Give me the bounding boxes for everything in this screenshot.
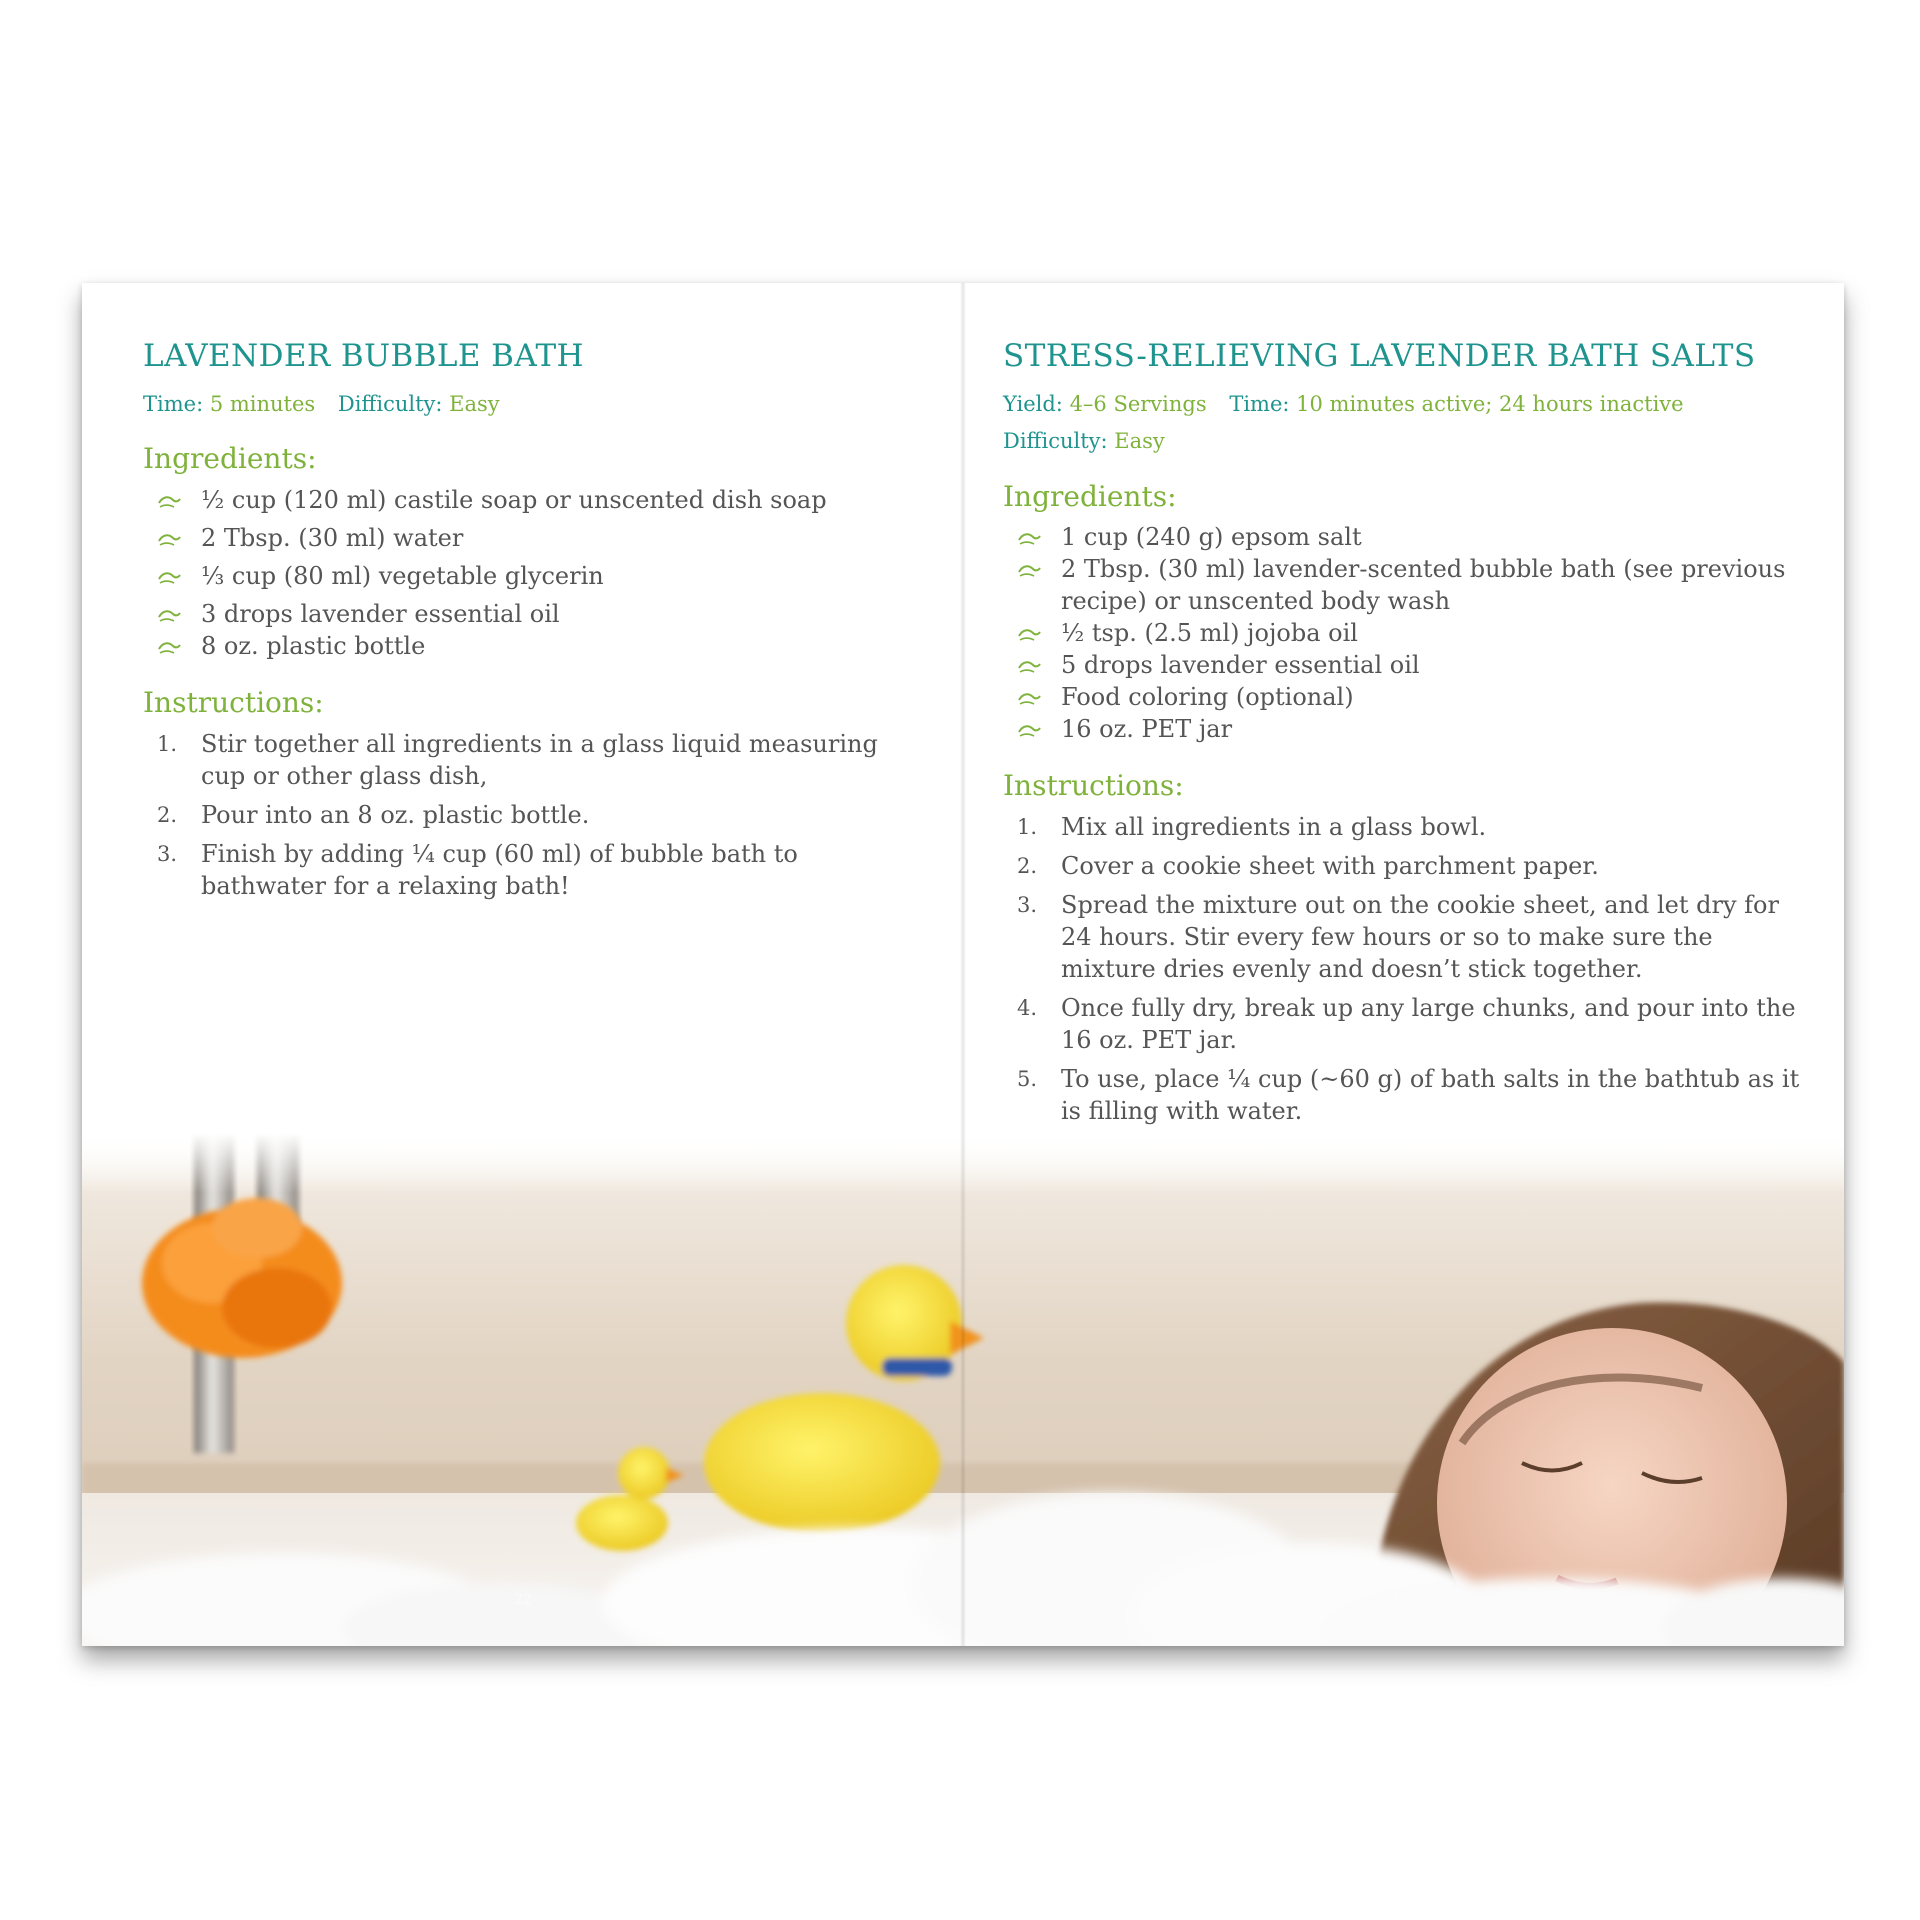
instruction-step: [1003, 992, 1803, 1056]
page-number: 23: [1390, 1592, 1408, 1608]
leaf-swirl-icon: [1017, 655, 1041, 675]
recipe-meta: [1003, 391, 1803, 418]
step-text: To use, place ¼ cup (~60 g) of bath salts in the bathtub as it is filling with water.: [1061, 1064, 1800, 1125]
step-text: Stir together all ingredients in a glass liquid measuring cup or other glass dish,: [201, 729, 878, 790]
ingredient-item: 1 cup (240 g) epsom salt: [1003, 521, 1803, 553]
recipe-title: STRESS-RELIEVING LAVENDER BATH SALTS: [1003, 338, 1756, 374]
instructions-list: [143, 728, 923, 902]
leaf-swirl-icon: [1017, 559, 1041, 579]
ingredient-item: 3 drops lavender essential oil: [143, 598, 923, 630]
time-value: 10 minutes active; 24 hours inactive: [1296, 392, 1684, 417]
instruction-step: [1003, 811, 1803, 843]
ingredient-item: 8 oz. plastic bottle: [143, 630, 923, 662]
instruction-step: [143, 728, 923, 792]
left-recipe: [143, 339, 923, 909]
instruction-step: [1003, 850, 1803, 882]
step-text: Mix all ingredients in a glass bowl.: [1061, 812, 1487, 841]
instructions-heading: Instructions:: [143, 685, 324, 719]
instruction-step: [1003, 889, 1803, 985]
step-number: 4.: [1017, 995, 1038, 1020]
ingredients-heading: Ingredients:: [143, 442, 317, 476]
time-label: Time:: [143, 392, 204, 417]
difficulty-label: Difficulty:: [1003, 429, 1108, 454]
instructions-heading: Instructions:: [1003, 769, 1184, 803]
leaf-swirl-icon: [157, 566, 181, 586]
leaf-swirl-icon: [1017, 527, 1041, 547]
ingredient-item: ⅓ cup (80 ml) vegetable glycerin: [143, 560, 923, 592]
ingredient-item: 16 oz. PET jar: [1003, 713, 1803, 745]
recipe-meta: [143, 391, 923, 418]
step-text: Cover a cookie sheet with parchment paper.: [1061, 851, 1599, 880]
instructions-list: [1003, 811, 1803, 1127]
ingredient-item: Food coloring (optional): [1003, 681, 1803, 713]
step-text: Pour into an 8 oz. plastic bottle.: [201, 800, 590, 829]
step-number: 3.: [1017, 892, 1038, 917]
right-page: [964, 283, 1844, 1646]
difficulty-label: Difficulty:: [337, 392, 443, 417]
step-text: Spread the mixture out on the cookie sheet, and let dry for 24 hours. Stir every few hours or so to make sure the mixture dries evenly and doesn’t stick together.: [1061, 890, 1779, 983]
step-text: Finish by adding ¼ cup (60 ml) of bubble bath to bathwater for a relaxing bath!: [201, 839, 798, 900]
recipe-meta-difficulty: [1003, 428, 1803, 455]
yield-label: Yield:: [1003, 392, 1063, 417]
instruction-step: [143, 838, 923, 902]
leaf-swirl-icon: [1017, 623, 1041, 643]
yield-value: 4–6 Servings: [1069, 392, 1207, 417]
difficulty-value: Easy: [449, 392, 500, 417]
step-number: 3.: [157, 841, 178, 866]
instruction-step: [1003, 1063, 1803, 1127]
ingredients-list: [1003, 521, 1803, 745]
time-label: Time:: [1229, 392, 1290, 417]
step-text: Once fully dry, break up any large chunks, and pour into the 16 oz. PET jar.: [1061, 993, 1796, 1054]
instruction-step: [143, 799, 923, 831]
ingredient-item: ½ cup (120 ml) castile soap or unscented dish soap: [143, 484, 923, 516]
ingredient-item: 5 drops lavender essential oil: [1003, 649, 1803, 681]
leaf-swirl-icon: [1017, 719, 1041, 739]
ingredient-item: ½ tsp. (2.5 ml) jojoba oil: [1003, 617, 1803, 649]
ingredients-heading: Ingredients:: [1003, 479, 1177, 513]
leaf-swirl-icon: [157, 636, 181, 656]
book-spread: [82, 283, 1844, 1646]
difficulty-value: Easy: [1114, 429, 1165, 454]
step-number: 1.: [157, 731, 178, 756]
step-number: 2.: [1017, 853, 1038, 878]
ingredient-item: 2 Tbsp. (30 ml) lavender-scented bubble bath (see previous recipe) or unscented body wash: [1003, 553, 1803, 617]
step-number: 5.: [1017, 1066, 1038, 1091]
ingredient-item: 2 Tbsp. (30 ml) water: [143, 522, 923, 554]
left-page: [82, 283, 962, 1646]
page-number: 22: [514, 1592, 532, 1608]
step-number: 2.: [157, 802, 178, 827]
leaf-swirl-icon: [157, 528, 181, 548]
leaf-swirl-icon: [157, 604, 181, 624]
ingredients-list: [143, 484, 923, 662]
leaf-swirl-icon: [157, 490, 181, 510]
right-recipe: [1003, 339, 1803, 1134]
step-number: 1.: [1017, 814, 1038, 839]
time-value: 5 minutes: [209, 392, 316, 417]
leaf-swirl-icon: [1017, 687, 1041, 707]
recipe-title: LAVENDER BUBBLE BATH: [143, 338, 584, 374]
